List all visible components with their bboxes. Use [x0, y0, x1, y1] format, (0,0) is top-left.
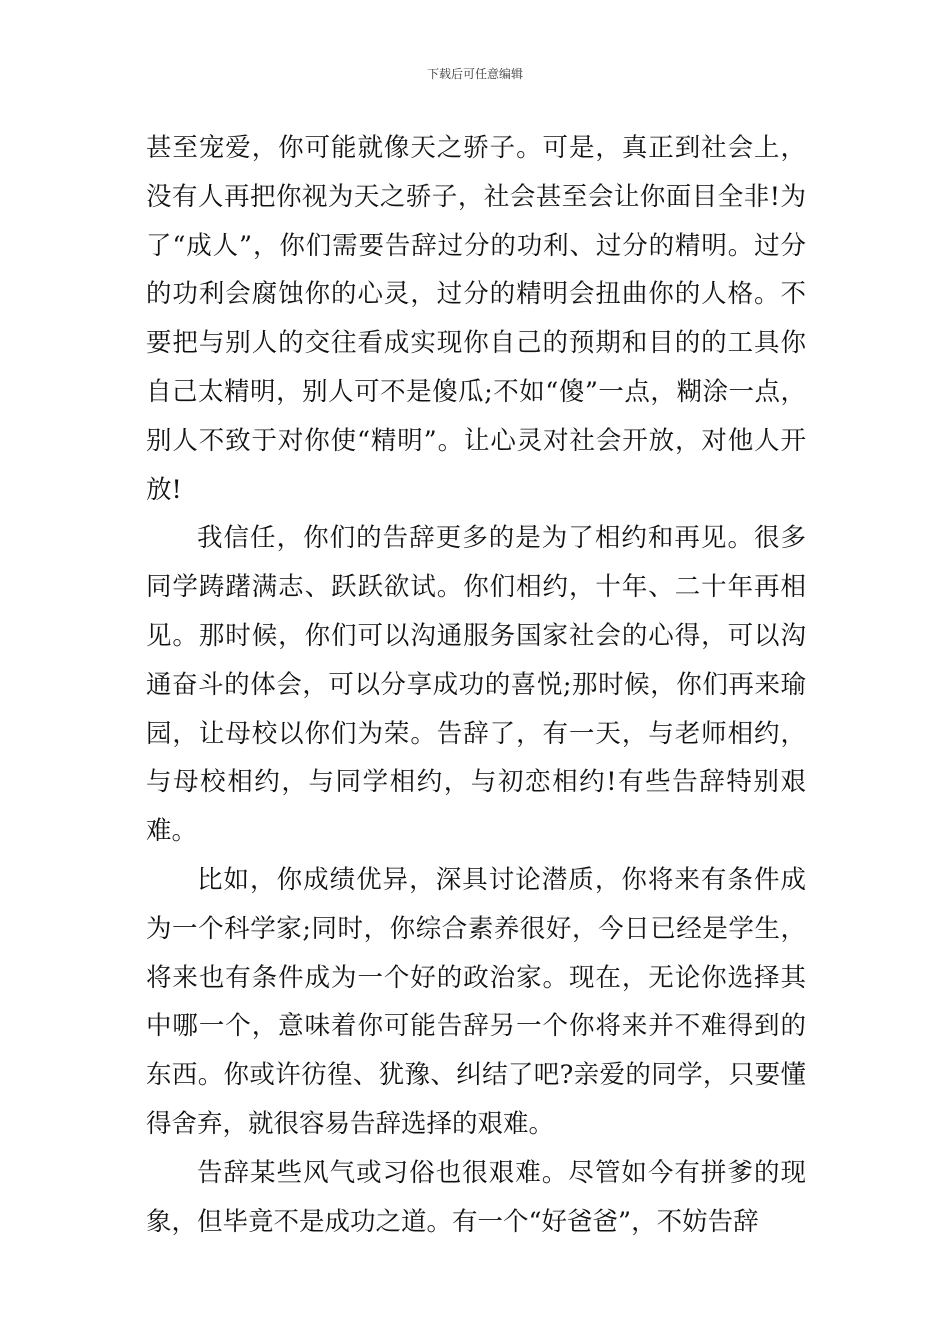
- paragraph-1: 甚至宠爱，你可能就像天之骄子。可是，真正到社会上，没有人再把你视为天之骄子，社会甚至会让你面目全非!为了“成人”，你们需要告辞过分的功利、过分的精明。过分的功利会腐蚀你的心灵，过分的精明会扭曲你的人格。不要把与别人的交往看成实现你自己的预期和目的的工具你自己太精明，别人可不是傻瓜;不如“傻”一点，糊涂一点，别人不致于对你使“精明”。让心灵对社会开放，对他人开放!: [146, 133, 806, 505]
- document-body: [146, 124, 806, 1246]
- page-header: 下载后可任意编辑: [426, 67, 523, 81]
- paragraph-2: 我信任，你们的告辞更多的是为了相约和再见。很多同学踌躇满志、跃跃欲试。你们相约，十年、二十年再相见。那时候，你们可以沟通服务国家社会的心得，可以沟通奋斗的体会，可以分享成功的喜悦;那时候，你们再来瑜园，让母校以你们为荣。告辞了，有一天，与老师相约，与母校相约，与同学相约，与初恋相约!有些告辞特别艰难。: [146, 523, 806, 847]
- paragraph-4: 告辞某些风气或习俗也很艰难。尽管如今有拼爹的现象，但毕竟不是成功之道。有一个“好爸爸”，不妨告辞: [146, 1157, 806, 1237]
- paragraph-3: 比如，你成绩优异，深具讨论潜质，你将来有条件成为一个科学家;同时，你综合素养很好，今日已经是学生，将来也有条件成为一个好的政治家。现在，无论你选择其中哪一个，意味着你可能告辞另一个你将来并不难得到的东西。你或许彷徨、犹豫、纠结了吧?亲爱的同学，只要懂得舍弃，就很容易告辞选择的艰难。: [146, 864, 806, 1139]
